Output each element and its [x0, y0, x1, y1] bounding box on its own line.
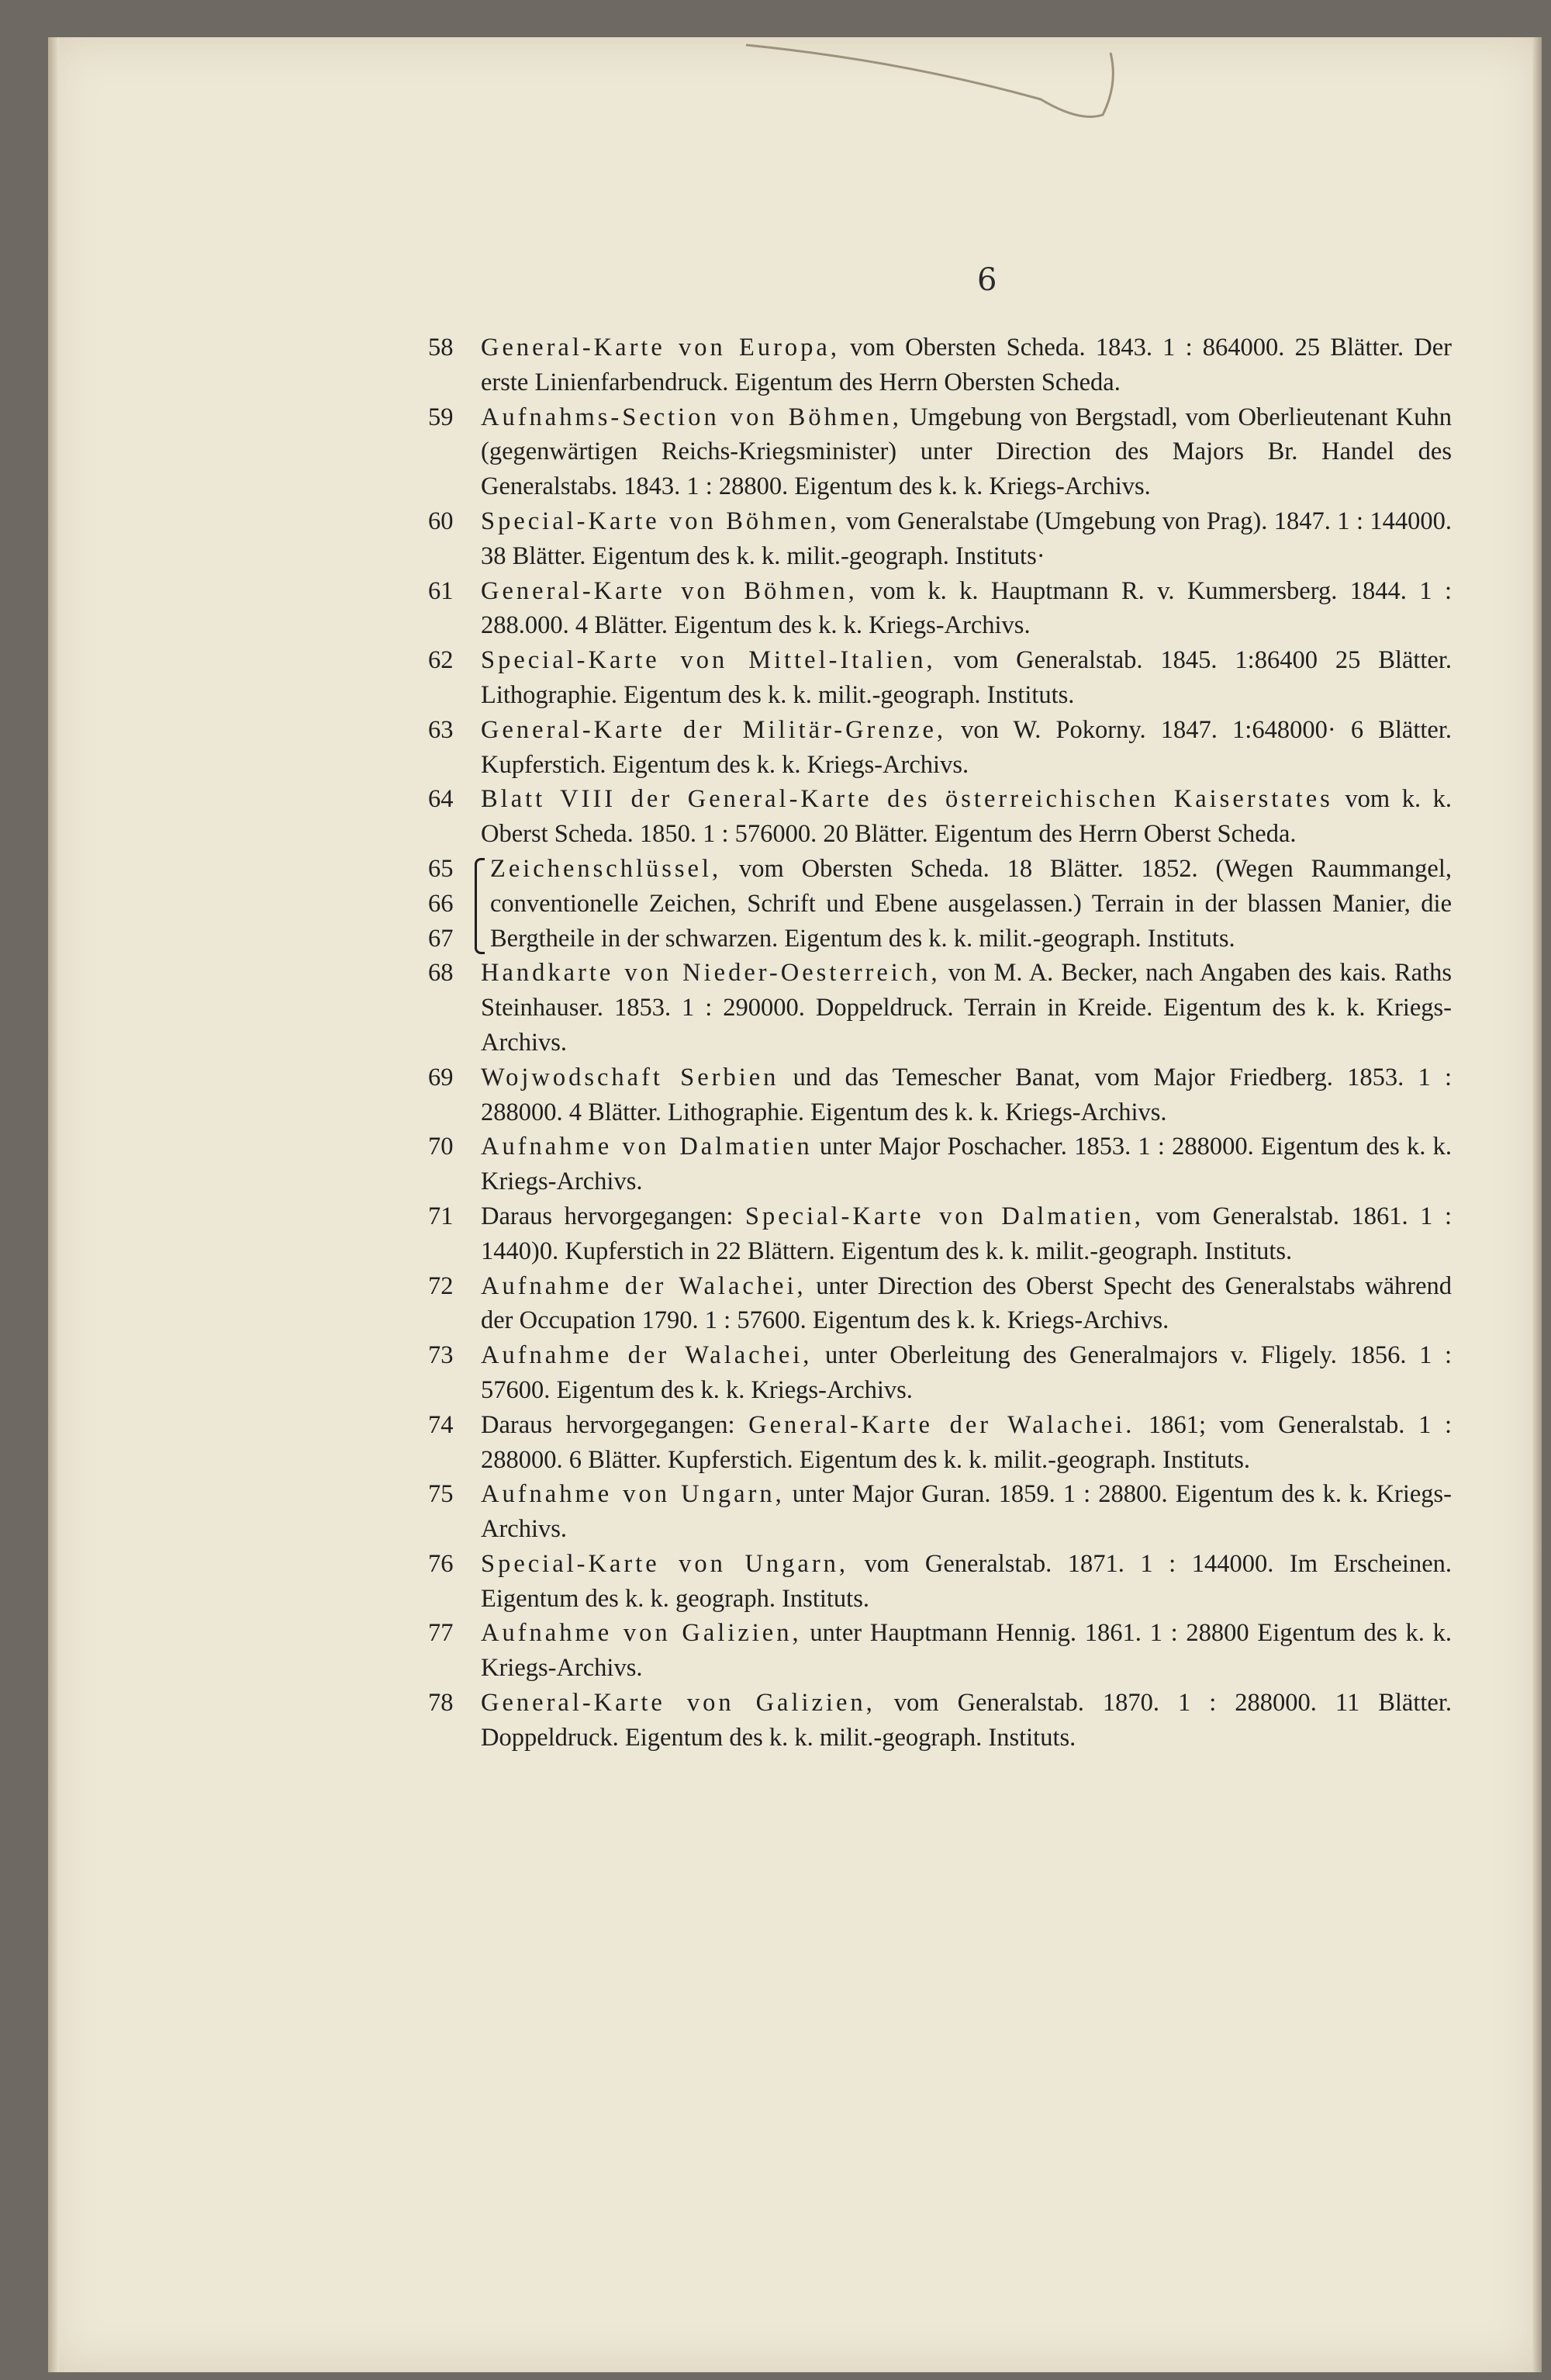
- entry-text: [481, 504, 1452, 574]
- list-item: [428, 330, 1452, 400]
- list-item: [428, 1686, 1452, 1756]
- entry-title: Aufnahme der Walachei,: [481, 1341, 813, 1370]
- entry-number: 58: [428, 334, 454, 361]
- list-item: [428, 504, 1452, 574]
- entry-number: 76: [428, 1549, 454, 1578]
- entry-number: 75: [428, 1480, 454, 1509]
- entry-title: General-Karte der Walachei.: [748, 1410, 1135, 1439]
- entry-number: 67: [428, 924, 454, 953]
- entry-text: [481, 1060, 1452, 1130]
- scanned-page: [48, 37, 1542, 2372]
- entry-number: 63: [428, 715, 454, 744]
- entry-body: vom Obersten Scheda. 1843. 1 : 864000. 25 Blätter. Der erste Linienfarbendruck. Eigentum des Herrn Obersten Scheda.: [481, 334, 1453, 396]
- entry-number: 68: [428, 959, 454, 988]
- entry-text: [481, 643, 1452, 713]
- page-right-edge: [1532, 37, 1542, 2372]
- entry-body: unter Hauptmann Hennig. 1861. 1 : 28800 Eigentum des k. k. Kriegs-Archivs.: [481, 1619, 1452, 1683]
- entry-text: [481, 1686, 1452, 1756]
- torn-corner-fold: [746, 37, 1180, 130]
- list-item: [428, 713, 1452, 783]
- entry-number: 74: [428, 1410, 454, 1439]
- list-item: [428, 782, 1452, 852]
- entry-text: [490, 852, 1452, 956]
- list-item: [428, 1616, 1452, 1686]
- entry-number: 59: [428, 403, 454, 431]
- catalogue-list: [428, 330, 1452, 1756]
- entry-title: General-Karte von Europa,: [481, 334, 840, 361]
- list-item: [428, 574, 1452, 644]
- entry-body: unter Direction des Oberst Specht des Generalstabs während der Occupation 1790. 1 : 57600. Eigentum des k. k. Kriegs-Archivs.: [481, 1271, 1452, 1335]
- entry-body: unter Oberleitung des Generalmajors v. Fligely. 1856. 1 : 57600. Eigentum des k. k. Kriegs-Archivs.: [481, 1341, 1452, 1404]
- entry-text: [481, 1129, 1452, 1199]
- entry-title: Special-Karte von Böhmen,: [481, 507, 840, 535]
- entry-title: Aufnahms-Section von Böhmen,: [481, 403, 902, 431]
- entry-lead: Daraus hervorgegangen:: [481, 1202, 745, 1230]
- list-item: [428, 1477, 1452, 1547]
- entry-body: vom Generalstabe (Umgebung von Prag). 1847. 1 : 144000. 38 Blätter. Eigentum des k. k. milit.-geograph. Instituts·: [481, 507, 1453, 570]
- entry-title: Special-Karte von Mittel-Italien,: [481, 646, 936, 675]
- entry-title: Zeichenschlüssel,: [490, 854, 722, 883]
- list-item: [428, 1129, 1452, 1199]
- entry-body: 1861; vom Generalstab. 1 : 288000. 6 Blätter. Kupferstich. Eigentum des k. k. milit.-geograph. Instituts.: [481, 1410, 1452, 1474]
- group-numbers: [428, 852, 454, 956]
- entry-body: von M. A. Becker, nach Angaben des kais. Raths Steinhauser. 1853. 1 : 290000. Doppeldruck. Terrain in Kreide. Eigentum des k. k. Kriegs-Archivs.: [481, 959, 1452, 1057]
- entry-title: General-Karte der Militär-Grenze,: [481, 715, 947, 744]
- entry-text: [481, 400, 1452, 504]
- entry-body: vom k. k. Oberst Scheda. 1850. 1 : 576000. 20 Blätter. Eigentum des Herrn Oberst Scheda.: [481, 785, 1453, 849]
- entry-title: Aufnahme von Dalmatien: [481, 1133, 813, 1161]
- entry-title: Aufnahme von Ungarn,: [481, 1480, 785, 1509]
- list-item: [428, 1060, 1452, 1130]
- entry-title: Handkarte von Nieder-Oesterreich,: [481, 959, 941, 988]
- entry-text: [481, 574, 1452, 644]
- entry-title: Blatt VIII der General-Karte des österreichischen Kaiserstates: [481, 785, 1333, 814]
- entry-text: [481, 1616, 1452, 1686]
- entry-text: [481, 1199, 1452, 1269]
- entry-body: vom k. k. Hauptmann R. v. Kummersberg. 1844. 1 : 288.000. 4 Blätter. Eigentum des k. k. Kriegs-Archivs.: [481, 576, 1452, 640]
- entry-number: 73: [428, 1341, 454, 1370]
- list-item: [428, 1338, 1452, 1408]
- entry-title: Aufnahme der Walachei,: [481, 1271, 807, 1300]
- entry-title: Special-Karte von Ungarn,: [481, 1549, 849, 1578]
- list-item: [428, 643, 1452, 713]
- list-item: [428, 956, 1452, 1060]
- entry-body: unter Major Guran. 1859. 1 : 28800. Eigentum des k. k. Kriegs-Archivs.: [481, 1480, 1452, 1544]
- list-item: [428, 1408, 1452, 1478]
- entry-number: 60: [428, 507, 454, 535]
- entry-number: 72: [428, 1271, 454, 1300]
- entry-body: und das Temescher Banat, vom Major Friedberg. 1853. 1 : 288000. 4 Blätter. Lithographie. Eigentum des k. k. Kriegs-Archivs.: [481, 1063, 1452, 1126]
- entry-number: 62: [428, 646, 454, 675]
- entry-number: 66: [428, 889, 454, 918]
- entry-number: 65: [428, 854, 454, 883]
- entry-number: 64: [428, 785, 454, 814]
- page-number: 6: [977, 262, 997, 298]
- entries-block-68-78: [428, 956, 1452, 1755]
- entry-group-65-67: [428, 852, 1452, 956]
- entry-text: [481, 782, 1452, 852]
- entry-text: [481, 1269, 1452, 1339]
- entry-text: [481, 1477, 1452, 1547]
- entry-body: vom Generalstab. 1870. 1 : 288000. 11 Blätter. Doppeldruck. Eigentum des k. k. milit.-geograph. Instituts.: [481, 1689, 1452, 1752]
- entry-title: General-Karte von Galizien,: [481, 1689, 876, 1718]
- entry-number: 78: [428, 1689, 454, 1718]
- entry-text: [481, 956, 1452, 1060]
- entry-title: Wojwodschaft Serbien: [481, 1063, 779, 1091]
- entry-body: vom Generalstab. 1845. 1:86400 25 Blätter. Lithographie. Eigentum des k. k. milit.-geograph. Instituts.: [481, 646, 1453, 709]
- entry-body: vom Generalstab. 1871. 1 : 144000. Im Erscheinen. Eigentum des k. k. geograph. Instituts.: [481, 1549, 1453, 1613]
- entries-block-58-64: [428, 330, 1452, 852]
- entry-body: von W. Pokorny. 1847. 1:648000· 6 Blätter. Kupferstich. Eigentum des k. k. Kriegs-Archivs.: [481, 715, 1452, 779]
- entry-body: vom Generalstab. 1861. 1 : 1440)0. Kupferstich in 22 Blättern. Eigentum des k. k. milit.-geograph. Instituts.: [481, 1202, 1452, 1265]
- entry-text: [481, 713, 1452, 783]
- entry-number: 69: [428, 1063, 454, 1091]
- entry-title: Special-Karte von Dalmatien,: [744, 1202, 1144, 1230]
- curly-brace: [475, 858, 485, 954]
- entry-text: [481, 1408, 1452, 1478]
- entry-body: vom Obersten Scheda. 18 Blätter. 1852. (Wegen Raummangel, conventionelle Zeichen, Schrift und Ebene ausgelassen.) Terrain in der blassen Manier, die Bergtheile in der schwarzen. Eigentum des k. k. milit.-geograph. Instituts.: [490, 854, 1452, 953]
- entry-body: Umgebung von Bergstadl, vom Oberlieutenant Kuhn (gegenwärtigen Reichs-Kriegsminister) unter Direction des Majors Br. Handel des Generalstabs. 1843. 1 : 28800. Eigentum des k. k. Kriegs-Archivs.: [481, 403, 1452, 501]
- entry-number: 77: [428, 1619, 454, 1648]
- entry-body: unter Major Poschacher. 1853. 1 : 288000. Eigentum des k. k. Kriegs-Archivs.: [481, 1133, 1452, 1196]
- entry-text: [481, 330, 1452, 400]
- list-item: [428, 1199, 1452, 1269]
- list-item: [428, 400, 1452, 504]
- entry-title: Aufnahme von Galizien,: [481, 1619, 802, 1648]
- list-item: [428, 1269, 1452, 1339]
- entry-text: [481, 1547, 1452, 1617]
- entry-title: General-Karte von Böhmen,: [481, 576, 858, 605]
- entry-text: [481, 1338, 1452, 1408]
- entry-number: 61: [428, 576, 454, 605]
- entry-number: 71: [428, 1202, 454, 1230]
- list-item: [428, 1547, 1452, 1617]
- entry-lead: Daraus hervorgegangen:: [481, 1410, 749, 1439]
- page-spine-shadow: [48, 37, 59, 2372]
- entry-number: 70: [428, 1133, 454, 1161]
